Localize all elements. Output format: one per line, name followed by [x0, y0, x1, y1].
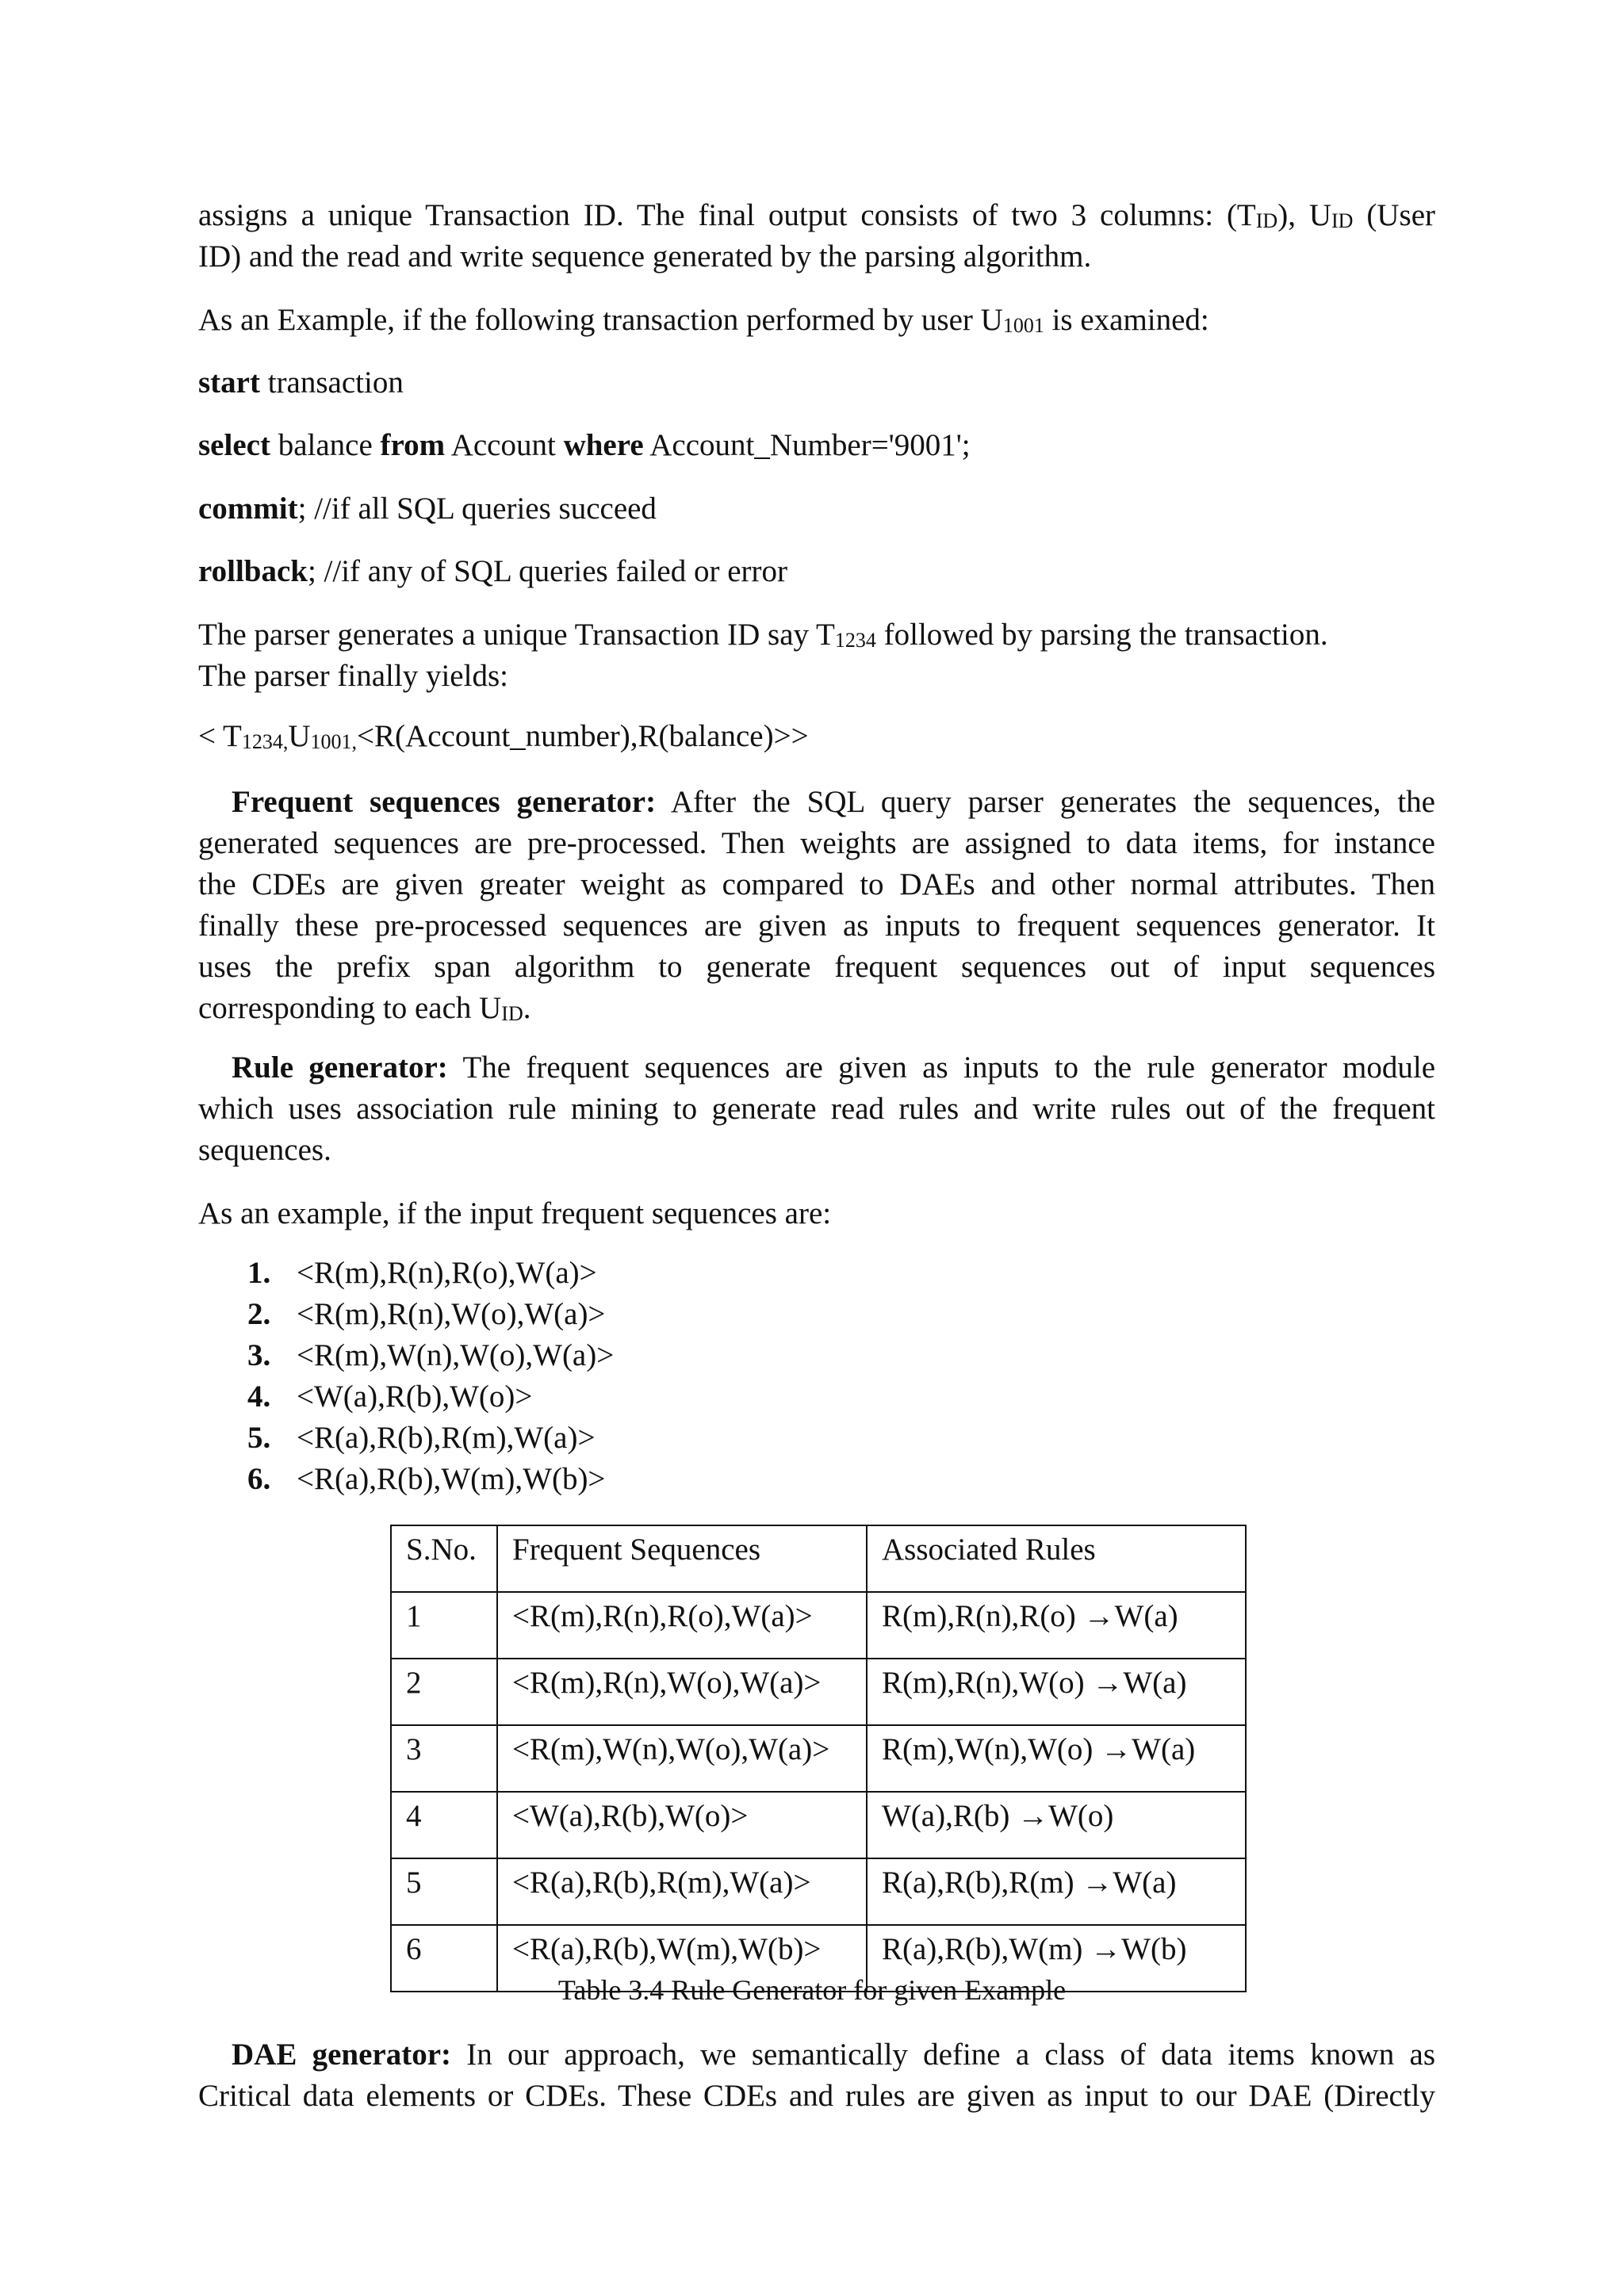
table-cell: 5 — [391, 1858, 497, 1925]
rule-example-intro: As an example, if the input frequent sequences are: — [198, 1196, 832, 1230]
table-cell: R(m),R(n),R(o) →W(a) — [867, 1592, 1246, 1659]
table-cell: R(a),R(b),R(m) →W(a) — [867, 1858, 1246, 1925]
table-cell: 3 — [391, 1725, 497, 1792]
frequent-line-5: uses the prefix span algorithm to generate frequent sequences out of input sequences — [198, 950, 1435, 984]
table-header-row — [391, 1525, 1246, 1592]
dae-heading: DAE generator: — [232, 2038, 451, 2072]
table-header-cell: Associated Rules — [867, 1525, 1246, 1592]
table-cell: 2 — [391, 1659, 497, 1725]
parser-line-2: The parser finally yields: — [198, 659, 508, 693]
table-cell: <R(a),R(b),W(m),W(b)> — [497, 1925, 867, 1992]
table-cell: <R(a),R(b),R(m),W(a)> — [497, 1858, 867, 1925]
list-item: 6. <R(a),R(b),W(m),W(b)> — [247, 1462, 606, 1496]
frequent-line-4: finally these pre-processed sequences are given as inputs to frequent sequences generator. It — [198, 909, 1435, 943]
table-cell: R(m),W(n),W(o) →W(a) — [867, 1725, 1246, 1792]
parser-output: < $T_{1234,}U_{1001,}<R(Account\_number),R(balance)>>$ — [198, 719, 809, 753]
list-item: 1. <R(m),R(n),R(o),W(a)> — [247, 1256, 597, 1290]
frequent-heading: Frequent sequences generator: — [232, 785, 657, 819]
rule-line-2: which uses association rule mining to generate read rules and write rules out of the frequent — [198, 1092, 1435, 1126]
table-cell: 4 — [391, 1792, 497, 1858]
code-rollback-line: rollback; //if any of SQL queries failed or error — [198, 554, 787, 588]
table-cell: R(a),R(b),W(m) →W(b) — [867, 1925, 1246, 1992]
table-header-cell: Frequent Sequences — [497, 1525, 867, 1592]
parser-line-1: The parser generates a unique Transaction ID say $T_{1234}$ followed by parsing the transaction. — [198, 618, 1328, 652]
rule-heading: Rule generator: — [232, 1050, 448, 1085]
frequent-line-1: Frequent sequences generator: After the SQL query parser generates the sequences, the — [232, 785, 1435, 819]
table-row — [391, 1725, 1246, 1792]
list-item: 2. <R(m),R(n),W(o),W(a)> — [247, 1297, 606, 1331]
dae-line-1: DAE generator: In our approach, we semantically define a class of data items known as — [232, 2038, 1435, 2072]
intro-line-2: ID) and the read and write sequence generated by the parsing algorithm. — [198, 239, 1092, 274]
table-cell: 6 — [391, 1925, 497, 1992]
rule-generator-paragraph — [198, 1047, 1435, 1171]
table-row — [391, 1659, 1246, 1725]
dae-generator-paragraph — [198, 2034, 1435, 2117]
table-row — [391, 1858, 1246, 1925]
table-row — [391, 1792, 1246, 1858]
rule-generator-table — [390, 1525, 1247, 1992]
dae-line-2: Critical data elements or CDEs. These CDEs and rules are given as input to our DAE (Directly — [198, 2079, 1435, 2113]
frequent-sequence-list — [247, 1253, 614, 1500]
table-cell: W(a),R(b) →W(o) — [867, 1792, 1246, 1858]
code-commit-line: commit; //if all SQL queries succeed — [198, 492, 657, 526]
rule-line-1: Rule generator: The frequent sequences are given as inputs to the rule generator module — [232, 1050, 1435, 1085]
frequent-line-3: the CDEs are given greater weight as compared to DAEs and other normal attributes. Then — [198, 867, 1435, 901]
intro-line-1: assigns a unique Transaction ID. The final output consists of two 3 columns: $(T_{ID})$, $U_{ID}$ (User — [198, 198, 1435, 232]
table-row — [391, 1592, 1246, 1659]
table-cell: R(m),R(n),W(o) →W(a) — [867, 1659, 1246, 1725]
table-cell: <R(m),W(n),W(o),W(a)> — [497, 1725, 867, 1792]
frequent-line-6: corresponding to each $U_{ID}$. — [198, 991, 531, 1025]
code-select-line: select balance from Account where Account_Number='9001'; — [198, 428, 971, 462]
table-header-cell: S.No. — [391, 1525, 497, 1592]
frequent-line-2: generated sequences are pre-processed. Then weights are assigned to data items, for instance — [198, 826, 1435, 860]
example-intro: As an Example, if the following transaction performed by user $U_{1001}$ is examined: — [198, 303, 1209, 337]
intro-paragraph — [198, 195, 1435, 277]
table-cell: <R(m),R(n),R(o),W(a)> — [497, 1592, 867, 1659]
table-cell: 1 — [391, 1592, 497, 1659]
rule-line-3: sequences. — [198, 1133, 331, 1167]
table-cell: <W(a),R(b),W(o)> — [497, 1792, 867, 1858]
list-item: 5. <R(a),R(b),R(m),W(a)> — [247, 1421, 596, 1455]
list-item: 3. <R(m),W(n),W(o),W(a)> — [247, 1338, 615, 1372]
table-caption: Table 3.4 Rule Generator for given Example — [557, 1974, 1067, 2006]
table-cell: <R(m),R(n),W(o),W(a)> — [497, 1659, 867, 1725]
list-item: 4. <W(a),R(b),W(o)> — [247, 1380, 533, 1414]
frequent-generator-paragraph — [198, 782, 1435, 1029]
code-start-line: start transaction — [198, 365, 404, 400]
